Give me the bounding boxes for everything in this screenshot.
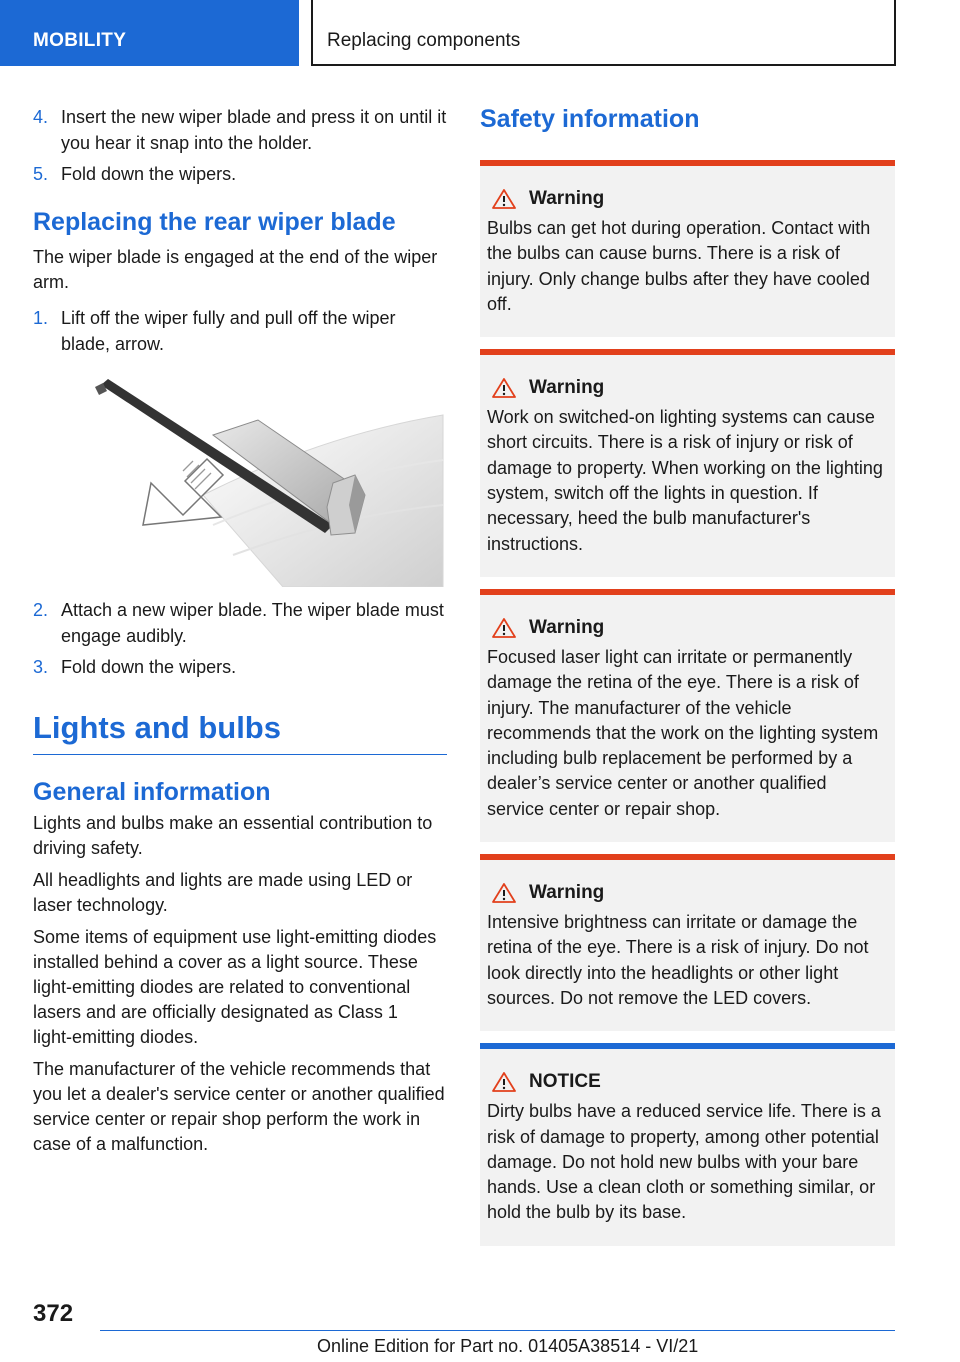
- warning-text: Work on switched‑on lighting systems can cause short circuits. There is a risk of injury or risk of damage to property. When working on the lighting system, switch off the lights in question. If necessary, heed the bulb manufacturer's instructions.: [487, 407, 883, 554]
- edition-text: Online Edition for Part no. 01405A38514 - VI/21: [317, 1336, 699, 1356]
- step-text: Attach a new wiper blade. The wiper blade must engage audibly.: [61, 600, 444, 646]
- list-item: [33, 597, 447, 649]
- notice-title: NOTICE: [529, 1071, 601, 1093]
- step-text: Lift off the wiper fully and pull off the wiper blade, arrow.: [61, 308, 396, 354]
- list-item: [33, 305, 447, 357]
- paragraph: All headlights and lights are made using LED or laser technology.: [33, 870, 413, 915]
- warning-box: [480, 589, 895, 842]
- right-column: [480, 104, 895, 1258]
- rear-wiper-intro: The wiper blade is engaged at the end of the wiper arm.: [33, 247, 438, 292]
- general-information-heading: General information: [33, 778, 271, 806]
- footer-divider: [100, 1330, 895, 1331]
- warning-title: Warning: [529, 188, 605, 209]
- warning-header: [487, 615, 888, 641]
- list-item: [33, 654, 447, 680]
- warning-header: [487, 880, 888, 906]
- rear-wiper-heading: Replacing the rear wiper blade: [33, 208, 396, 236]
- warning-title: Warning: [529, 882, 605, 904]
- notice-header: [487, 1069, 888, 1095]
- notice-box: [480, 1043, 895, 1245]
- warning-title: Warning: [529, 616, 605, 638]
- warning-text: Intensive brightness can irritate or damage the retina of the eye. There is a risk of injury. Do not look directly into the headlights or other light sources. Do not remove the LED covers.: [487, 912, 869, 1008]
- chapter-tab: [311, 0, 896, 66]
- step-text: Fold down the wipers.: [61, 164, 237, 184]
- warning-triangle-icon: [491, 1071, 517, 1093]
- step-number: 1.: [33, 308, 49, 328]
- step-text: Fold down the wipers.: [61, 657, 237, 677]
- wiper-arm-image: [33, 365, 447, 587]
- left-column: [33, 104, 447, 1164]
- warning-triangle-icon: [491, 377, 517, 399]
- list-item: [33, 161, 447, 187]
- paragraph: Lights and bulbs make an essential contribution to driving safety.: [33, 813, 433, 858]
- paragraph: Some items of equipment use light‑emitting diodes installed behind a cover as a light source. These light‑emitting diodes are related to conventional lasers and are officially designated as Class 1 light‑emitting diodes.: [33, 927, 437, 1047]
- rear-wiper-illustration: [33, 365, 447, 587]
- step-number: 2.: [33, 600, 49, 620]
- warning-text: Focused laser light can irritate or permanently damage the retina of the eye. There is a risk of injury. The manufacturer of the vehicle recommends that the work on the lighting system including bulb replacement be performed by a dealer’s service center or another qualified service center or repair shop.: [487, 646, 879, 819]
- rear-steps-list-1: [33, 305, 447, 357]
- step-number: 3.: [33, 657, 49, 677]
- warning-triangle-icon: [491, 882, 517, 904]
- rear-steps-list-2: [33, 597, 447, 680]
- warning-box: [480, 160, 895, 337]
- paragraph: The manufacturer of the vehicle recommends that you let a dealer's service center or another qualified service center or repair shop perform the work in case of a malfunction.: [33, 1059, 445, 1154]
- warning-title: Warning: [529, 377, 605, 399]
- warning-header: [487, 186, 888, 212]
- step-number: 4.: [33, 107, 49, 127]
- warning-triangle-icon: [491, 617, 517, 639]
- chapter-label: Replacing components: [327, 30, 521, 51]
- warning-box: [480, 854, 895, 1031]
- warning-text: Bulbs can get hot during operation. Contact with the bulbs can cause burns. There is a risk of injury. Only change bulbs after they have cooled off.: [487, 218, 871, 314]
- section-label: MOBILITY: [33, 30, 127, 51]
- warning-triangle-icon: [491, 188, 517, 210]
- notice-text: Dirty bulbs have a reduced service life. There is a risk of damage to property, among other potential damage. Do not hold new bulbs with your bare hands. Use a clean cloth or something similar, or hold the bulb by its base.: [487, 1101, 881, 1223]
- warning-header: [487, 375, 888, 401]
- steps-list-top: [33, 104, 447, 187]
- safety-information-heading: Safety information: [480, 105, 700, 133]
- step-text: Insert the new wiper blade and press it on until it you hear it snap into the holder.: [61, 107, 447, 153]
- step-number: 5.: [33, 164, 49, 184]
- warning-box: [480, 349, 895, 577]
- lights-and-bulbs-heading: Lights and bulbs: [33, 708, 447, 755]
- section-tab: [0, 0, 299, 66]
- list-item: [33, 104, 447, 156]
- page-number: 372: [33, 1300, 74, 1327]
